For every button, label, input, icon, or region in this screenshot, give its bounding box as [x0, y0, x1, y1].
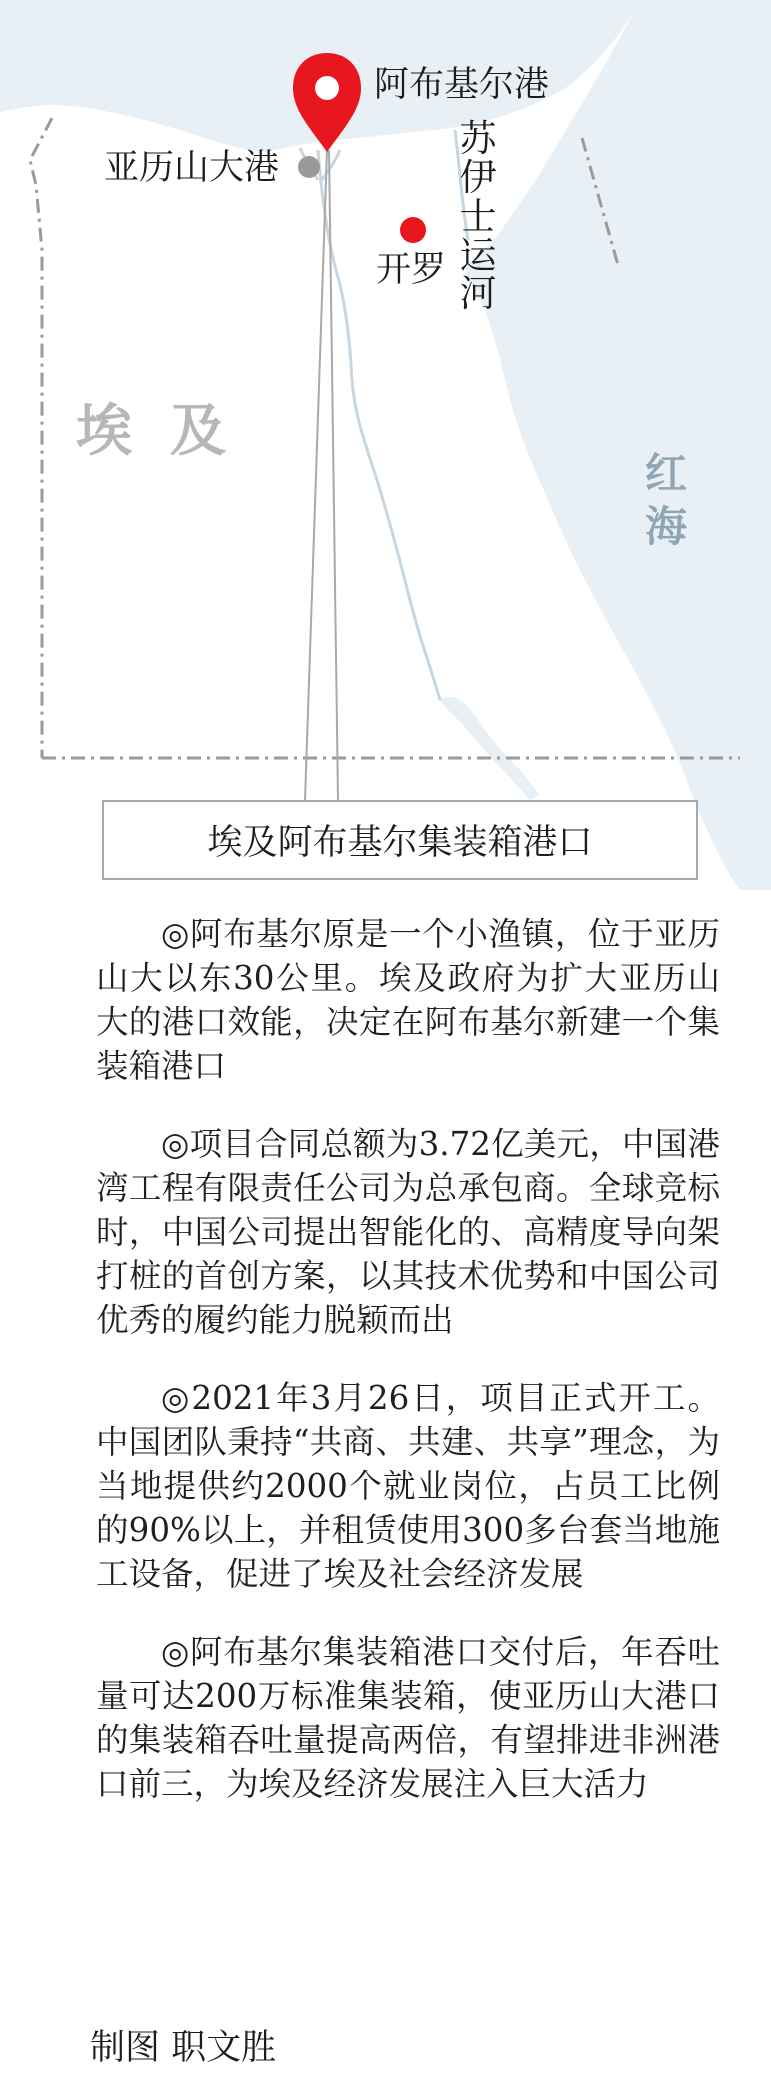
paragraph-3: ◎2021年3月26日，项目正式开工。中国团队秉持“共商、共建、共享”理念，为当地提供约2000个就业岗位，占员工比例的90%以上，并租赁使用300多台套当地施工设备，促进了埃及社会经济发展: [96, 1379, 720, 1593]
suez-canal-label: 苏伊士运河: [459, 117, 497, 316]
paragraph-2: ◎项目合同总额为3.72亿美元，中国港湾工程有限责任公司为总承包商。全球竞标时，中国公司提出智能化的、高精度导向架打桩的首创方案，以其技术优势和中国公司优秀的履约能力脱颖而出: [96, 1125, 720, 1339]
red-sea-label: 红海: [645, 449, 688, 551]
paragraph-1: ◎阿布基尔原是一个小渔镇，位于亚历山大以东30公里。埃及政府为扩大亚历山大的港口效能，决定在阿布基尔新建一个集装箱港口: [96, 915, 720, 1085]
caption-box: [102, 800, 698, 880]
article-body: [96, 912, 720, 1840]
paragraph-4: ◎阿布基尔集装箱港口交付后，年吞吐量可达200万标准集装箱，使亚历山大港口的集装箱吞吐量提高两倍，有望排进非洲港口前三，为埃及经济发展注入巨大活力: [96, 1633, 720, 1803]
lake-nasser: [440, 697, 540, 800]
leader-line-left: [305, 150, 327, 800]
caption-title: 埃及阿布基尔集装箱港口: [207, 823, 593, 863]
cairo-label: 开罗: [376, 250, 447, 290]
graphic-credit: 制图 职文胜: [90, 2028, 277, 2068]
western-border: [30, 118, 52, 758]
abu-qir-port-label: 阿布基尔港: [374, 65, 550, 105]
leader-line-right: [329, 150, 338, 800]
egypt-label: 埃及: [76, 398, 264, 464]
alexandria-port-label: 亚历山大港: [104, 148, 280, 188]
cairo-dot: [400, 217, 426, 243]
alexandria-port-dot: [298, 156, 320, 178]
map: [0, 0, 771, 890]
